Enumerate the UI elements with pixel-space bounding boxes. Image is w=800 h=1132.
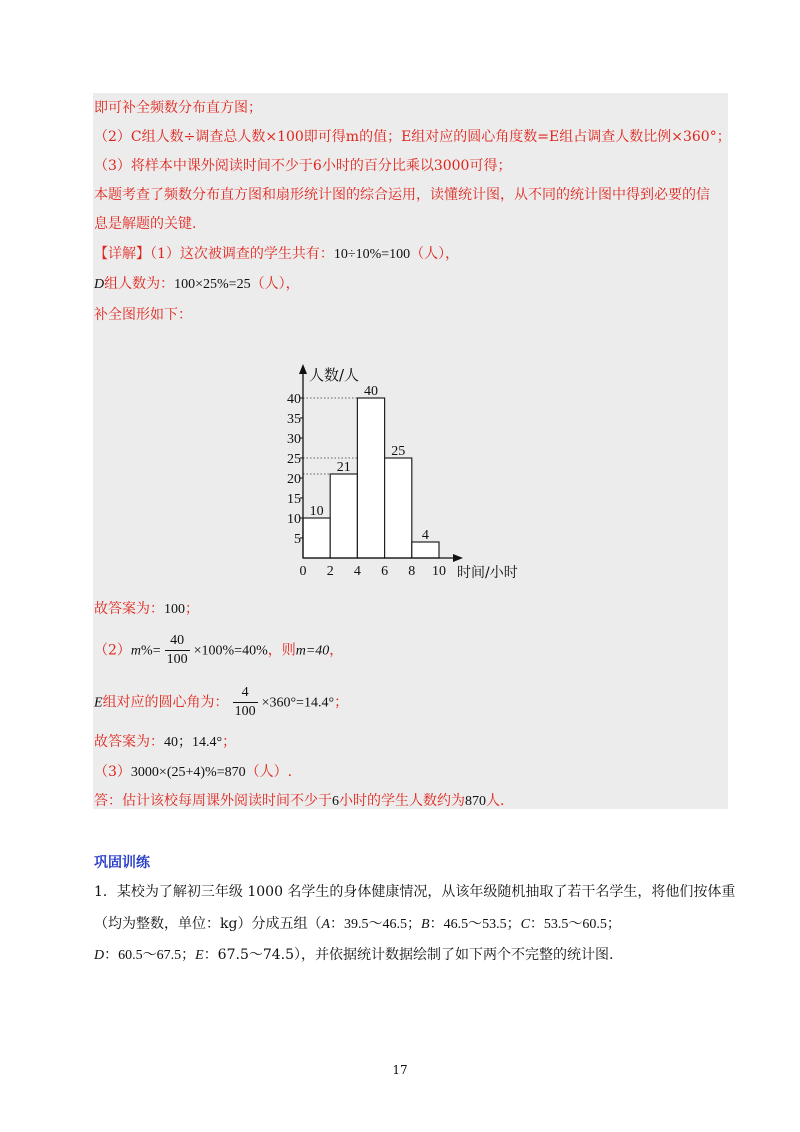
m-result: m=40 xyxy=(295,643,330,659)
q2-d: ：53.5～60.5； xyxy=(529,917,621,932)
q2-a: （均为整数，单位：kg）分成五组（ xyxy=(94,916,322,932)
q3-b: ：67.5～74.5），并依据统计数据绘制了如下两个不完整的统计图. xyxy=(203,947,614,963)
part3-prefix: （3） xyxy=(94,764,131,780)
q3-a: ：60.5～67.5； xyxy=(104,948,196,963)
part3-unit: （人）. xyxy=(245,764,293,780)
y-tick-label: 5 xyxy=(294,532,301,547)
d-unit: （人）， xyxy=(250,276,300,292)
answer-label-1: 故答案为： xyxy=(94,601,164,617)
answer-line-4 xyxy=(94,732,236,753)
final-e: 人. xyxy=(486,793,505,809)
fraction-denominator: 100 xyxy=(234,704,256,719)
histogram-bar xyxy=(330,474,357,558)
histogram-bar xyxy=(357,398,384,558)
histogram-svg xyxy=(270,360,560,585)
detail-math: 10÷10%=100 xyxy=(333,247,411,262)
section-title: 巩固训练 xyxy=(94,855,150,871)
answer-label-2: 故答案为： xyxy=(94,734,164,750)
group-b: B xyxy=(421,917,430,932)
answer-line-1 xyxy=(94,599,199,620)
part2-prefix: （2） xyxy=(94,642,131,659)
fraction-denominator: 100 xyxy=(166,652,188,667)
histogram-chart xyxy=(270,360,560,585)
fraction-numerator: 40 xyxy=(165,632,190,651)
histogram-bar xyxy=(412,542,439,558)
answer-line-5 xyxy=(94,762,292,783)
solution-line-1: 即可补全频数分布直方图； xyxy=(94,100,262,116)
group-d: D xyxy=(94,948,105,963)
answer-end-1: ； xyxy=(185,601,199,617)
x-tick-label: 0 xyxy=(299,564,307,579)
y-tick-label: 40 xyxy=(287,392,301,407)
solution-line-3: （3）将样本中课外阅读时间不少于6小时的百分比乘以3000可得； xyxy=(94,158,512,174)
m-pct: %= xyxy=(141,643,161,659)
m-after: ×100%=40% xyxy=(193,643,268,659)
detail-line-1 xyxy=(94,244,459,265)
solution-line-4: 本题考查了频数分布直方图和扇形统计图的综合运用，读懂统计图，从不同的统计图中得到必要的信 xyxy=(94,187,710,203)
group-a: A xyxy=(321,917,331,932)
answer-value-1: 100 xyxy=(164,602,185,617)
bar-value-label: 25 xyxy=(391,444,406,459)
y-tick-label: 15 xyxy=(287,492,301,507)
fraction-4-100 xyxy=(233,684,258,721)
e-after: ×360°=14.4° xyxy=(261,695,335,711)
answer-end-2: ； xyxy=(222,734,237,750)
question-line-1: 1．某校为了解初三年级 1000 名学生的身体健康情况，从该年级随机抽取了若干名学生，将他们按体重 xyxy=(94,884,736,900)
detail-line-2 xyxy=(94,274,300,295)
var-e: E xyxy=(94,695,103,711)
bar-value-label: 21 xyxy=(336,460,351,475)
x-axis-title: 时间/小时 xyxy=(457,565,518,581)
bar-value-label: 4 xyxy=(421,528,429,543)
detail-unit: （人）， xyxy=(410,246,460,262)
y-axis-title: 人数/人 xyxy=(309,366,360,384)
fraction-numerator: 4 xyxy=(233,684,258,703)
group-e: E xyxy=(195,948,204,963)
y-axis-arrow xyxy=(299,364,307,374)
answer-line-2 xyxy=(94,632,343,670)
var-d: D xyxy=(94,277,105,292)
final-a: 答：估计该校每周课外阅读时间不少于 xyxy=(94,793,332,809)
question-line-2 xyxy=(94,913,621,933)
solution-line-2: （2）C组人数÷调查总人数×100即可得m的值；E组对应的圆心角度数=E组占调查人数比例×360°； xyxy=(94,129,731,145)
detail-line-3: 补全图形如下： xyxy=(94,307,192,323)
bar-value-label: 10 xyxy=(309,504,324,519)
fraction-40-100 xyxy=(165,632,190,669)
var-m: m xyxy=(130,643,142,659)
e-end: ； xyxy=(334,694,349,711)
q2-b: ：39.5～46.5； xyxy=(330,917,422,932)
x-tick-label: 6 xyxy=(381,564,389,579)
histogram-bar xyxy=(385,458,412,558)
y-tick-label: 10 xyxy=(287,512,301,527)
page-number: 17 xyxy=(392,1063,408,1077)
detail-text: （1）这次被调查的学生共有： xyxy=(150,246,334,262)
x-tick-label: 10 xyxy=(432,564,446,579)
final-b: 6 xyxy=(332,794,339,809)
y-tick-label: 25 xyxy=(287,452,301,467)
d-text: 组人数为： xyxy=(104,276,175,292)
m-then: ，则 xyxy=(267,642,296,659)
x-tick-label: 2 xyxy=(326,564,334,579)
x-tick-label: 4 xyxy=(353,564,361,579)
x-tick-label: 8 xyxy=(408,564,416,579)
solution-line-5: 息是解题的关键. xyxy=(94,216,197,232)
histogram-bar xyxy=(303,518,330,558)
d-math: 100×25%=25 xyxy=(174,277,251,292)
m-end: ， xyxy=(329,642,344,659)
y-tick-label: 35 xyxy=(287,412,301,427)
answer-value-2: 40；14.4° xyxy=(164,735,223,750)
x-axis-arrow xyxy=(453,554,463,562)
answer-line-6 xyxy=(94,791,504,812)
final-d: 870 xyxy=(465,794,486,809)
y-tick-label: 30 xyxy=(287,432,301,447)
bar-value-label: 40 xyxy=(364,384,378,399)
final-c: 小时的学生人数约为 xyxy=(339,793,465,809)
e-text: 组对应的圆心角为： xyxy=(102,694,229,711)
part3-math: 3000×(25+4)%=870 xyxy=(130,765,246,780)
y-tick-label: 20 xyxy=(287,472,301,487)
answer-line-3 xyxy=(94,684,348,722)
group-c: C xyxy=(520,917,530,932)
q2-c: ：46.5～53.5； xyxy=(429,917,521,932)
detail-tag: 【详解】 xyxy=(94,246,150,262)
question-line-3 xyxy=(94,944,613,964)
